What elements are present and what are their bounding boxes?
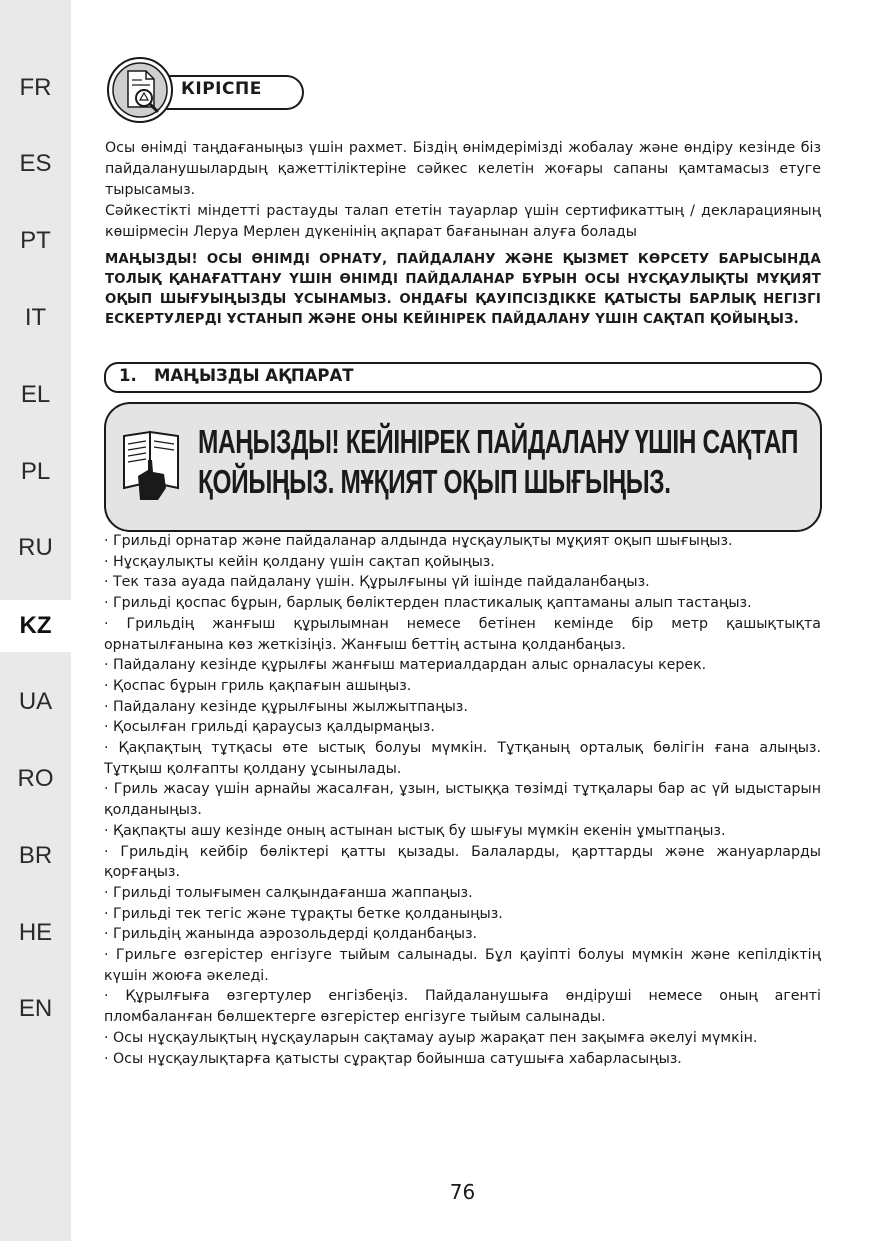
list-item: · Осы нұсқаулықтарға қатысты сұрақтар бойынша сатушыға хабарласыңыз. bbox=[104, 1050, 682, 1067]
lang-tab-ru[interactable]: RU bbox=[18, 534, 53, 561]
list-item: · Нұсқаулықты кейін қолдану үшін сақтап қойыңыз. bbox=[104, 553, 495, 570]
list-item: · Қақпақтың тұтқасы өте ыстық болуы мүмкін. Тұтқаның орталық бөлігін ғана алыңыз. Тұтқыш қолғапты қолдану ұсынылады. bbox=[104, 740, 821, 777]
important-notice-text bbox=[198, 422, 799, 502]
list-item: · Қоспас бұрын гриль қақпағын ашыңыз. bbox=[104, 677, 412, 694]
list-item: · Грильдің жанғыш құрылымнан немесе бетінен кемінде бір метр қашықтықта орнатылғанына көз жеткізіңіз. Жанғыш беттің астына қолданбаңыз. bbox=[104, 615, 821, 653]
lang-tab-he[interactable]: HE bbox=[18, 919, 53, 946]
lang-tab-el[interactable]: EL bbox=[20, 381, 51, 408]
list-item: · Пайдалану кезінде құрылғыны жылжытпаңыз. bbox=[104, 698, 468, 715]
list-item: · Қақпақты ашу кезінде оның астынан ыстық бу шығуы мүмкін екенін ұмытпаңыз. bbox=[104, 822, 726, 839]
intro-warning: МАҢЫЗДЫ! ОСЫ ӨНІМДІ ОРНАТУ, ПАЙДАЛАНУ ЖӘНЕ ҚЫЗМЕТ КӨРСЕТУ БАРЫСЫНДА ТОЛЫҚ ҚАНАҒАТТАНУ ҮШІН ӨНІМДІ ПАЙДАЛАНАР БҰРЫН ОСЫ НҰСҚАУЛЫҚТЫ МҰҚИЯТ ОҚЫП ШЫҒУЫҢЫЗДЫ ҰСЫНАМЫЗ. ОНДАҒЫ ҚАУІПСІЗДІККЕ ҚАТЫСТЫ БАРЛЫҚ НЕГІЗГІ ЕСКЕРТУЛЕРДІ ҰСТАНЫП ЖӘНЕ ОНЫ КЕЙІНІРЕК ПАЙДАЛАНУ ҮШІН САҚТАП ҚОЙЫҢЫЗ. bbox=[105, 252, 821, 327]
intro-title: КІРІСПЕ bbox=[181, 79, 262, 99]
section-title: 1. МАҢЫЗДЫ АҚПАРАТ bbox=[119, 366, 354, 385]
read-manual-icon bbox=[118, 426, 186, 502]
lang-tab-it[interactable]: IT bbox=[24, 304, 47, 331]
list-item: · Қосылған грильді қараусыз қалдырмаңыз. bbox=[104, 719, 435, 736]
lang-tab-kz[interactable]: KZ bbox=[0, 600, 71, 652]
important-notice-line-2: ҚОЙЫҢЫЗ. МҰҚИЯТ ОҚЫП ШЫҒЫҢЫЗ. bbox=[198, 463, 671, 500]
list-item: · Грильді толығымен салқындағанша жаппаңыз. bbox=[104, 884, 473, 901]
list-item: · Грильді қоспас бұрын, барлық бөліктерден пластикалық қаптаманы алып тастаңыз. bbox=[104, 595, 752, 612]
list-item: · Грильдің жанында аэрозольдерді қолданбаңыз. bbox=[104, 926, 477, 943]
intro-paragraph-1: Осы өнімді таңдағаныңыз үшін рахмет. Біздің өнімдерімізді жобалау және өндіру кезінде біз пайдаланушылардың қажеттіліктеріне сәйкес келетін жоғары сапаны қамтамасыз етуге тырысамыз. bbox=[105, 140, 821, 198]
list-item: · Гриль жасау үшін арнайы жасалған, ұзын, ыстыққа төзімді тұтқалары бар ас үй ыдыстарын қолданыңыз. bbox=[104, 781, 821, 819]
lang-tab-pt[interactable]: PT bbox=[20, 227, 51, 254]
list-item: · Грильді тек тегіс және тұрақты бетке қолданыңыз. bbox=[104, 905, 503, 922]
list-item: · Грильдің кейбір бөліктері қатты қызады. Балаларды, қарттарды және жануарларды қорғаңыз. bbox=[104, 843, 821, 881]
list-item: · Пайдалану кезінде құрылғы жанғыш материалдардан алыс орналасуы керек. bbox=[104, 657, 707, 674]
list-item: · Тек таза ауада пайдалану үшін. Құрылғыны үй ішінде пайдаланбаңыз. bbox=[104, 574, 650, 591]
lang-tab-en[interactable]: EN bbox=[18, 995, 53, 1022]
lang-tab-ua[interactable]: UA bbox=[18, 688, 53, 715]
lang-tab-fr[interactable]: FR bbox=[19, 74, 52, 101]
language-sidebar bbox=[0, 0, 71, 1241]
list-item: · Грильге өзгерістер енгізуге тыйым салынады. Бұл қауіпті болуы мүмкін және кепілдіктің күшін жоюға әкеледі. bbox=[104, 947, 821, 984]
document-warning-icon bbox=[106, 56, 174, 124]
lang-tab-br[interactable]: BR bbox=[18, 842, 53, 869]
list-item: · Құрылғыға өзгертулер енгізбеңіз. Пайдаланушыға өндіруші немесе оның агенті пломбаланған бөлшектерге өзгерістер енгізуге тыйым салынады. bbox=[104, 988, 821, 1026]
page-number: 76 bbox=[449, 1180, 476, 1204]
lang-tab-pl[interactable]: PL bbox=[20, 458, 51, 485]
lang-tab-ro[interactable]: RO bbox=[17, 765, 54, 792]
list-item: · Осы нұсқаулықтың нұсқауларын сақтамау ауыр жарақат пен зақымға әкелуі мүмкін. bbox=[104, 1029, 758, 1046]
lang-tab-es[interactable]: ES bbox=[19, 150, 52, 177]
important-notice-line-1: МАҢЫЗДЫ! КЕЙІНІРЕК ПАЙДАЛАНУ ҮШІН САҚТАП bbox=[198, 423, 799, 460]
intro-paragraph-2: Сәйкестікті міндетті растауды талап ететін тауарлар үшін сертификаттың / декларацияның көшірмесін Леруа Мерлен дүкенінің ақпарат бағанынан алуға болады bbox=[105, 203, 821, 240]
list-item: · Грильді орнатар және пайдаланар алдында нұсқаулықты мұқият оқып шығыңыз. bbox=[104, 533, 733, 549]
safety-instructions-list bbox=[104, 531, 821, 1069]
